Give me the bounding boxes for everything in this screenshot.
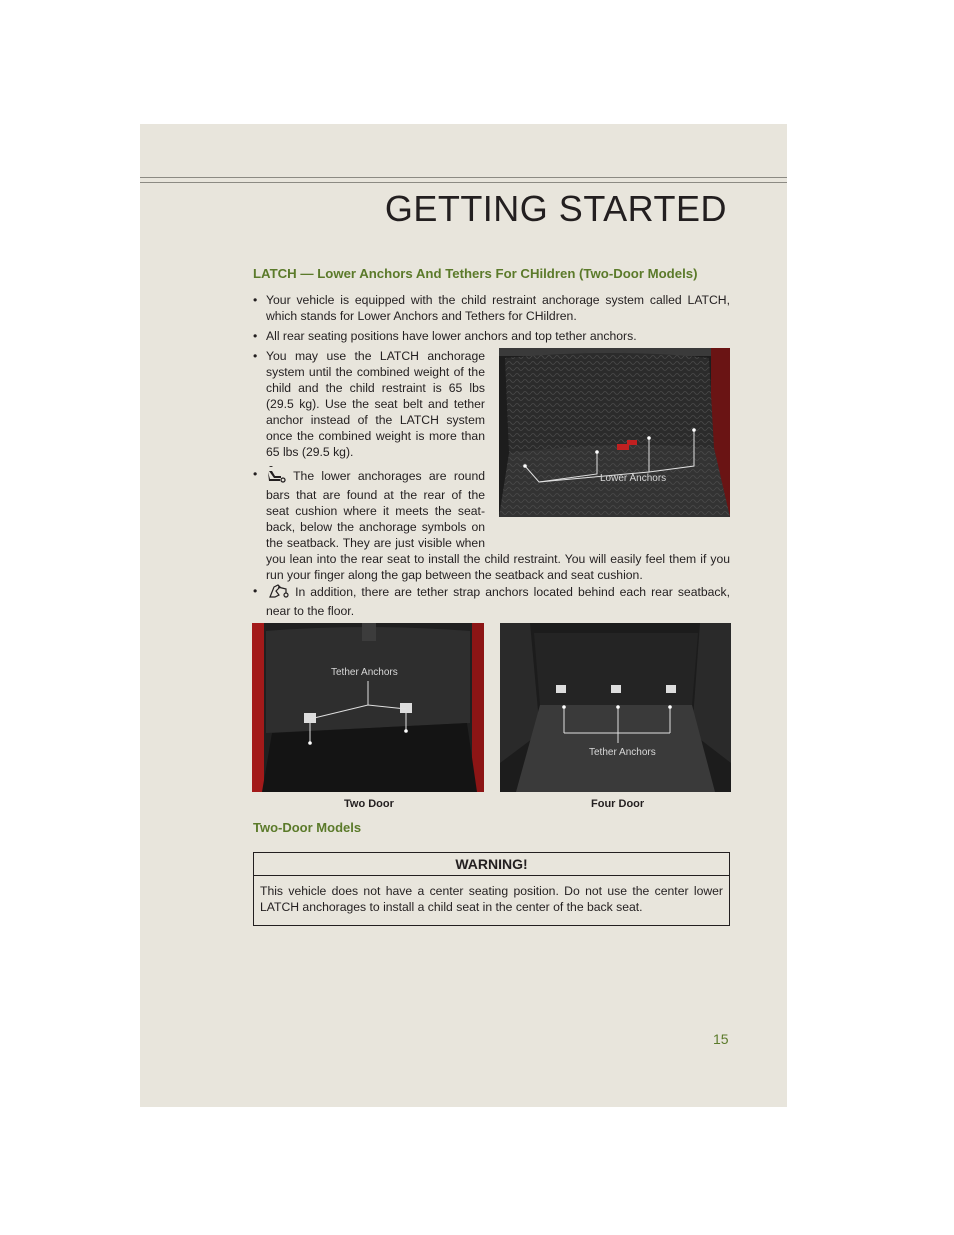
warning-title: WARNING! [254, 853, 729, 876]
tether-anchor-symbol-icon [266, 583, 290, 603]
lower-anchor-symbol-icon [266, 466, 286, 487]
chapter-title: GETTING STARTED [384, 188, 727, 229]
bullet-item: • The lower anchorages are round bars that are found at the rear of the seat cushion where it meets the seat-back, below the anchorage symbols on the seatback. They are just visible when you lean into the rear seat to install the child restraint. You will easily feel them if you run your finger along the gap between the seatback and seat cushion. [253, 466, 730, 576]
two-door-photo [252, 623, 484, 792]
two-door-caption: Two Door [344, 798, 394, 810]
section-heading: LATCH — Lower Anchors And Tethers For CHildren (Two-Door Models) [253, 266, 698, 281]
page-number: 15 [713, 1031, 729, 1047]
header-rule-secondary [140, 182, 787, 183]
four-door-tether-label: Tether Anchors [589, 747, 656, 758]
lower-anchors-photo [499, 348, 730, 517]
header-rule [140, 177, 787, 178]
four-door-caption: Four Door [591, 798, 645, 810]
four-door-photo [500, 623, 731, 792]
two-door-models-heading: Two-Door Models [253, 820, 362, 835]
lower-anchors-label: Lower Anchors [600, 473, 667, 484]
two-door-tether-label: Tether Anchors [331, 667, 398, 678]
warning-text: This vehicle does not have a center seating position. Do not use the center lower LATCH anchorages to install a child seat in the center of the back seat. [260, 884, 723, 914]
warning-box [253, 852, 730, 926]
